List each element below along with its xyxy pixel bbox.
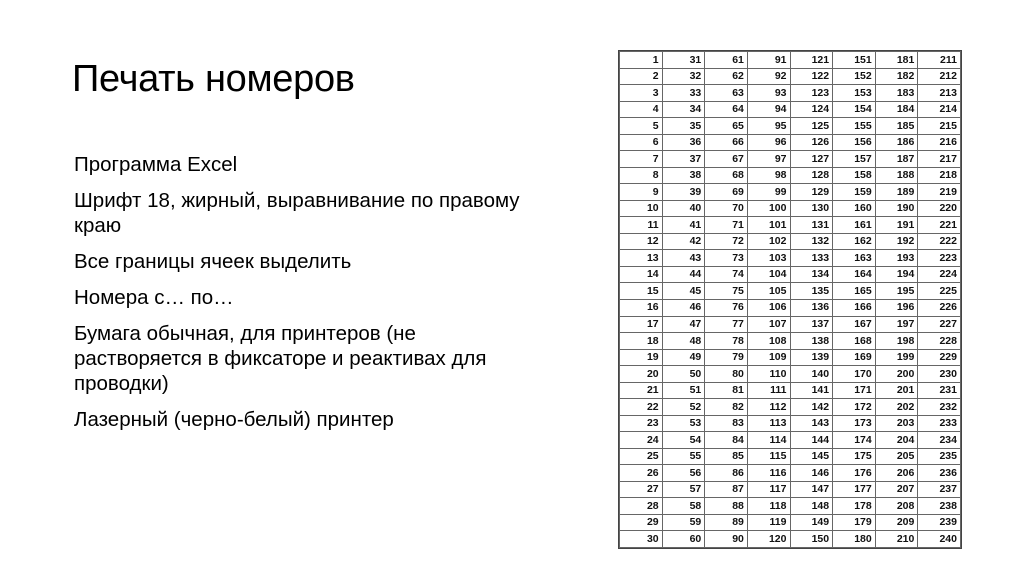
table-cell: 143 — [790, 415, 833, 432]
table-cell: 126 — [790, 134, 833, 151]
table-row — [620, 118, 961, 135]
table-cell: 188 — [875, 167, 918, 184]
table-cell: 72 — [705, 233, 748, 250]
table-cell: 228 — [918, 333, 961, 350]
table-cell: 198 — [875, 333, 918, 350]
table-cell: 36 — [662, 134, 705, 151]
table-cell: 141 — [790, 382, 833, 399]
table-cell: 128 — [790, 167, 833, 184]
table-cell: 13 — [620, 250, 663, 267]
table-cell: 33 — [662, 85, 705, 102]
table-cell: 21 — [620, 382, 663, 399]
table-cell: 23 — [620, 415, 663, 432]
table-cell: 38 — [662, 167, 705, 184]
table-cell: 186 — [875, 134, 918, 151]
table-cell: 119 — [747, 514, 790, 531]
table-cell: 207 — [875, 481, 918, 498]
table-row — [620, 465, 961, 482]
table-cell: 29 — [620, 514, 663, 531]
table-cell: 169 — [833, 349, 876, 366]
table-cell: 99 — [747, 184, 790, 201]
table-cell: 17 — [620, 316, 663, 333]
table-cell: 88 — [705, 498, 748, 515]
table-cell: 202 — [875, 399, 918, 416]
table-cell: 214 — [918, 101, 961, 118]
table-cell: 210 — [875, 531, 918, 548]
table-cell: 104 — [747, 266, 790, 283]
table-cell: 125 — [790, 118, 833, 135]
table-cell: 183 — [875, 85, 918, 102]
table-cell: 154 — [833, 101, 876, 118]
table-cell: 26 — [620, 465, 663, 482]
table-cell: 136 — [790, 299, 833, 316]
table-cell: 3 — [620, 85, 663, 102]
table-row — [620, 233, 961, 250]
table-cell: 96 — [747, 134, 790, 151]
table-cell: 175 — [833, 448, 876, 465]
table-cell: 45 — [662, 283, 705, 300]
table-cell: 166 — [833, 299, 876, 316]
table-cell: 92 — [747, 68, 790, 85]
table-cell: 131 — [790, 217, 833, 234]
table-cell: 52 — [662, 399, 705, 416]
table-cell: 209 — [875, 514, 918, 531]
table-cell: 155 — [833, 118, 876, 135]
table-cell: 101 — [747, 217, 790, 234]
table-cell: 37 — [662, 151, 705, 168]
table-cell: 196 — [875, 299, 918, 316]
table-row — [620, 167, 961, 184]
table-cell: 35 — [662, 118, 705, 135]
table-cell: 148 — [790, 498, 833, 515]
table-cell: 172 — [833, 399, 876, 416]
table-cell: 215 — [918, 118, 961, 135]
table-cell: 54 — [662, 432, 705, 449]
table-cell: 161 — [833, 217, 876, 234]
table-cell: 142 — [790, 399, 833, 416]
table-row — [620, 283, 961, 300]
table-row — [620, 514, 961, 531]
table-cell: 11 — [620, 217, 663, 234]
table-cell: 87 — [705, 481, 748, 498]
table-cell: 208 — [875, 498, 918, 515]
table-cell: 53 — [662, 415, 705, 432]
table-cell: 135 — [790, 283, 833, 300]
table-row — [620, 481, 961, 498]
table-cell: 78 — [705, 333, 748, 350]
table-cell: 48 — [662, 333, 705, 350]
table-row — [620, 531, 961, 548]
table-cell: 233 — [918, 415, 961, 432]
table-cell: 117 — [747, 481, 790, 498]
table-row — [620, 85, 961, 102]
table-cell: 47 — [662, 316, 705, 333]
table-cell: 193 — [875, 250, 918, 267]
table-cell: 200 — [875, 366, 918, 383]
table-cell: 221 — [918, 217, 961, 234]
table-row — [620, 366, 961, 383]
table-cell: 192 — [875, 233, 918, 250]
table-cell: 176 — [833, 465, 876, 482]
table-row — [620, 349, 961, 366]
table-cell: 57 — [662, 481, 705, 498]
table-cell: 190 — [875, 200, 918, 217]
table-cell: 222 — [918, 233, 961, 250]
table-cell: 65 — [705, 118, 748, 135]
bullet-borders: Все границы ячеек выделить — [74, 250, 352, 273]
table-cell: 27 — [620, 481, 663, 498]
table-cell: 220 — [918, 200, 961, 217]
table-cell: 163 — [833, 250, 876, 267]
table-cell: 95 — [747, 118, 790, 135]
table-cell: 187 — [875, 151, 918, 168]
table-cell: 31 — [662, 52, 705, 69]
table-cell: 76 — [705, 299, 748, 316]
table-cell: 127 — [790, 151, 833, 168]
table-row — [620, 448, 961, 465]
table-row — [620, 68, 961, 85]
table-cell: 212 — [918, 68, 961, 85]
table-cell: 90 — [705, 531, 748, 548]
table-cell: 80 — [705, 366, 748, 383]
table-cell: 69 — [705, 184, 748, 201]
table-cell: 73 — [705, 250, 748, 267]
table-cell: 49 — [662, 349, 705, 366]
table-cell: 91 — [747, 52, 790, 69]
table-cell: 62 — [705, 68, 748, 85]
bullet-program: Программа Excel — [74, 153, 238, 176]
table-cell: 240 — [918, 531, 961, 548]
table-cell: 235 — [918, 448, 961, 465]
table-cell: 85 — [705, 448, 748, 465]
table-cell: 230 — [918, 366, 961, 383]
table-cell: 168 — [833, 333, 876, 350]
table-cell: 34 — [662, 101, 705, 118]
table-cell: 122 — [790, 68, 833, 85]
table-row — [620, 432, 961, 449]
table-row — [620, 399, 961, 416]
table-cell: 157 — [833, 151, 876, 168]
table-cell: 113 — [747, 415, 790, 432]
table-row — [620, 151, 961, 168]
table-cell: 185 — [875, 118, 918, 135]
table-cell: 178 — [833, 498, 876, 515]
table-cell: 153 — [833, 85, 876, 102]
table-cell: 118 — [747, 498, 790, 515]
table-cell: 108 — [747, 333, 790, 350]
table-cell: 44 — [662, 266, 705, 283]
table-cell: 164 — [833, 266, 876, 283]
table-cell: 50 — [662, 366, 705, 383]
table-cell: 132 — [790, 233, 833, 250]
table-row — [620, 184, 961, 201]
table-cell: 171 — [833, 382, 876, 399]
table-cell: 184 — [875, 101, 918, 118]
table-cell: 55 — [662, 448, 705, 465]
table-cell: 167 — [833, 316, 876, 333]
table-cell: 115 — [747, 448, 790, 465]
table-cell: 40 — [662, 200, 705, 217]
table-cell: 74 — [705, 266, 748, 283]
table-row — [620, 52, 961, 69]
table-cell: 225 — [918, 283, 961, 300]
table-cell: 159 — [833, 184, 876, 201]
table-cell: 14 — [620, 266, 663, 283]
table-cell: 15 — [620, 283, 663, 300]
table-cell: 39 — [662, 184, 705, 201]
table-cell: 238 — [918, 498, 961, 515]
table-row — [620, 200, 961, 217]
table-cell: 51 — [662, 382, 705, 399]
table-cell: 124 — [790, 101, 833, 118]
table-cell: 145 — [790, 448, 833, 465]
table-cell: 144 — [790, 432, 833, 449]
table-row — [620, 134, 961, 151]
table-cell: 199 — [875, 349, 918, 366]
bullet-list — [74, 152, 534, 443]
table-cell: 61 — [705, 52, 748, 69]
table-cell: 4 — [620, 101, 663, 118]
table-cell: 106 — [747, 299, 790, 316]
table-cell: 22 — [620, 399, 663, 416]
table-cell: 189 — [875, 184, 918, 201]
table-cell: 16 — [620, 299, 663, 316]
table-cell: 201 — [875, 382, 918, 399]
table-row — [620, 101, 961, 118]
table-cell: 32 — [662, 68, 705, 85]
table-cell: 180 — [833, 531, 876, 548]
table-cell: 130 — [790, 200, 833, 217]
table-cell: 227 — [918, 316, 961, 333]
table-cell: 213 — [918, 85, 961, 102]
table-cell: 206 — [875, 465, 918, 482]
table-cell: 110 — [747, 366, 790, 383]
table-cell: 179 — [833, 514, 876, 531]
table-row — [620, 382, 961, 399]
table-cell: 237 — [918, 481, 961, 498]
table-cell: 232 — [918, 399, 961, 416]
table-cell: 42 — [662, 233, 705, 250]
table-cell: 197 — [875, 316, 918, 333]
table-row — [620, 316, 961, 333]
table-cell: 5 — [620, 118, 663, 135]
table-cell: 41 — [662, 217, 705, 234]
table-cell: 28 — [620, 498, 663, 515]
table-cell: 60 — [662, 531, 705, 548]
table-cell: 231 — [918, 382, 961, 399]
table-cell: 181 — [875, 52, 918, 69]
table-cell: 121 — [790, 52, 833, 69]
table-cell: 77 — [705, 316, 748, 333]
table-cell: 107 — [747, 316, 790, 333]
table-cell: 177 — [833, 481, 876, 498]
table-cell: 191 — [875, 217, 918, 234]
table-row — [620, 498, 961, 515]
table-cell: 43 — [662, 250, 705, 267]
table-cell: 84 — [705, 432, 748, 449]
table-cell: 25 — [620, 448, 663, 465]
table-cell: 195 — [875, 283, 918, 300]
table-cell: 162 — [833, 233, 876, 250]
table-cell: 66 — [705, 134, 748, 151]
table-cell: 137 — [790, 316, 833, 333]
number-grid — [619, 51, 961, 548]
bullet-number-range: Номера с… по… — [74, 286, 234, 309]
table-row — [620, 333, 961, 350]
table-cell: 94 — [747, 101, 790, 118]
table-cell: 234 — [918, 432, 961, 449]
table-cell: 19 — [620, 349, 663, 366]
table-cell: 147 — [790, 481, 833, 498]
bullet-font: Шрифт 18, жирный, выравнивание по правому краю — [74, 189, 520, 237]
table-cell: 151 — [833, 52, 876, 69]
table-cell: 10 — [620, 200, 663, 217]
table-cell: 152 — [833, 68, 876, 85]
table-cell: 158 — [833, 167, 876, 184]
table-row — [620, 217, 961, 234]
table-cell: 239 — [918, 514, 961, 531]
table-cell: 97 — [747, 151, 790, 168]
bullet-paper: Бумага обычная, для принтеров (не растворяется в фиксаторе и реактивах для проводки) — [74, 322, 487, 395]
table-cell: 7 — [620, 151, 663, 168]
table-cell: 24 — [620, 432, 663, 449]
table-cell: 203 — [875, 415, 918, 432]
table-cell: 133 — [790, 250, 833, 267]
table-cell: 18 — [620, 333, 663, 350]
table-cell: 83 — [705, 415, 748, 432]
table-cell: 82 — [705, 399, 748, 416]
table-row — [620, 266, 961, 283]
table-cell: 59 — [662, 514, 705, 531]
table-cell: 2 — [620, 68, 663, 85]
table-cell: 109 — [747, 349, 790, 366]
table-cell: 81 — [705, 382, 748, 399]
table-cell: 56 — [662, 465, 705, 482]
table-cell: 120 — [747, 531, 790, 548]
table-cell: 93 — [747, 85, 790, 102]
table-cell: 140 — [790, 366, 833, 383]
table-cell: 170 — [833, 366, 876, 383]
table-cell: 79 — [705, 349, 748, 366]
table-cell: 100 — [747, 200, 790, 217]
table-cell: 114 — [747, 432, 790, 449]
table-cell: 229 — [918, 349, 961, 366]
table-cell: 211 — [918, 52, 961, 69]
table-cell: 89 — [705, 514, 748, 531]
table-cell: 86 — [705, 465, 748, 482]
table-cell: 116 — [747, 465, 790, 482]
table-cell: 194 — [875, 266, 918, 283]
table-cell: 216 — [918, 134, 961, 151]
table-cell: 70 — [705, 200, 748, 217]
table-cell: 160 — [833, 200, 876, 217]
table-cell: 146 — [790, 465, 833, 482]
table-cell: 98 — [747, 167, 790, 184]
table-cell: 226 — [918, 299, 961, 316]
table-cell: 182 — [875, 68, 918, 85]
table-cell: 218 — [918, 167, 961, 184]
table-cell: 173 — [833, 415, 876, 432]
table-cell: 8 — [620, 167, 663, 184]
table-cell: 138 — [790, 333, 833, 350]
table-cell: 67 — [705, 151, 748, 168]
table-cell: 223 — [918, 250, 961, 267]
table-cell: 112 — [747, 399, 790, 416]
table-cell: 219 — [918, 184, 961, 201]
table-row — [620, 299, 961, 316]
table-cell: 71 — [705, 217, 748, 234]
table-cell: 9 — [620, 184, 663, 201]
table-cell: 149 — [790, 514, 833, 531]
table-cell: 204 — [875, 432, 918, 449]
table-cell: 205 — [875, 448, 918, 465]
bullet-printer: Лазерный (черно-белый) принтер — [74, 408, 394, 431]
table-cell: 217 — [918, 151, 961, 168]
table-cell: 134 — [790, 266, 833, 283]
table-cell: 236 — [918, 465, 961, 482]
table-cell: 139 — [790, 349, 833, 366]
table-cell: 111 — [747, 382, 790, 399]
table-row — [620, 250, 961, 267]
table-cell: 174 — [833, 432, 876, 449]
table-cell: 46 — [662, 299, 705, 316]
table-cell: 30 — [620, 531, 663, 548]
table-cell: 224 — [918, 266, 961, 283]
table-cell: 156 — [833, 134, 876, 151]
table-cell: 102 — [747, 233, 790, 250]
table-cell: 20 — [620, 366, 663, 383]
number-table — [618, 50, 962, 549]
table-cell: 64 — [705, 101, 748, 118]
slide-title: Печать номеров — [72, 58, 355, 100]
table-cell: 105 — [747, 283, 790, 300]
table-cell: 63 — [705, 85, 748, 102]
table-cell: 68 — [705, 167, 748, 184]
table-cell: 165 — [833, 283, 876, 300]
table-cell: 1 — [620, 52, 663, 69]
table-cell: 129 — [790, 184, 833, 201]
table-row — [620, 415, 961, 432]
table-cell: 150 — [790, 531, 833, 548]
table-cell: 12 — [620, 233, 663, 250]
table-cell: 103 — [747, 250, 790, 267]
table-cell: 75 — [705, 283, 748, 300]
table-cell: 58 — [662, 498, 705, 515]
table-cell: 6 — [620, 134, 663, 151]
table-cell: 123 — [790, 85, 833, 102]
